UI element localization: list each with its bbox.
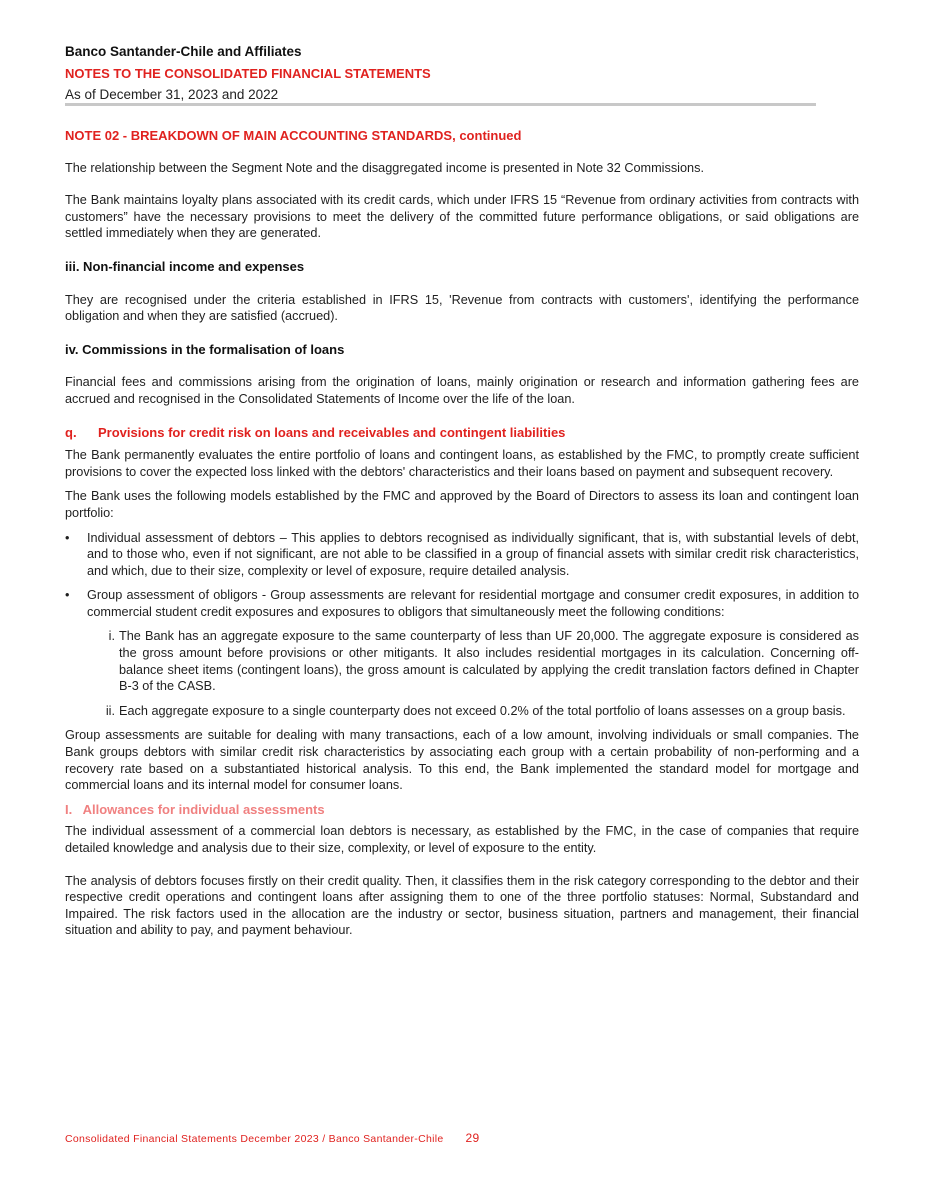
footer-text: Consolidated Financial Statements December 2023 / Banco Santander-Chile bbox=[65, 1133, 444, 1145]
paragraph-q-1: The Bank permanently evaluates the entire portfolio of loans and contingent loans, as established by the FMC, to promptly create sufficient provisions to cover the expected loss linked with the debtors' characteristics and their loans based on payment and subsequent recovery. bbox=[65, 448, 859, 479]
paragraph-iii: They are recognised under the criteria established in IFRS 15, 'Revenue from contracts with customers', identifying the performance obligation and when they are satisfied (accrued). bbox=[65, 292, 859, 324]
page-number: 29 bbox=[465, 1131, 480, 1145]
bullet-individual-assessment bbox=[65, 530, 859, 580]
bullet-icon: • bbox=[65, 530, 70, 545]
section-letter-q: q. bbox=[65, 424, 77, 440]
header-divider bbox=[65, 103, 816, 106]
section-heading-iv: iv. Commissions in the formalisation of loans bbox=[65, 341, 345, 357]
bullet-text: Individual assessment of debtors – This applies to debtors recognised as individually significant, that is, with substantial levels of debt, and to those who, even if not significant, are not able to be classified in a group of financial assets with similar credit risk characteristics, and which, due to their size, complexity or level of exposure, require detailed analysis. bbox=[87, 530, 859, 578]
paragraph-loyalty-plans: The Bank maintains loyalty plans associated with its credit cards, which under IFRS 15 “Revenue from ordinary activities from contracts with customers” have the necessary provisions to meet the delivery of the committed future performance obligations, or said obligations are settled immediately when they are generated. bbox=[65, 193, 859, 241]
note-title: NOTE 02 - BREAKDOWN OF MAIN ACCOUNTING STANDARDS, continued bbox=[65, 128, 522, 143]
paragraph-iv: Financial fees and commissions arising from the origination of loans, mainly origination or research and information gathering fees are accrued and recognised in the Consolidated Statements of Income over the life of the loan. bbox=[65, 375, 859, 406]
paragraph-q-2: The Bank uses the following models established by the FMC and approved by the Board of Directors to assess its loan and contingent loan portfolio: bbox=[65, 489, 859, 520]
condition-number: i. bbox=[108, 629, 115, 644]
condition-text: The Bank has an aggregate exposure to the same counterparty of less than UF 20,000. The aggregate exposure is considered as the gross amount before provisions or other mitigants. It also includes residential mortgages in its calculation. Concerning off-balance sheet items (contingent loans), the gross amount is calculated by applying the credit translation factors defined in Chapter B-3 of the CASB. bbox=[119, 629, 859, 694]
company-name: Banco Santander-Chile and Affiliates bbox=[65, 44, 302, 59]
section-title-q: Provisions for credit risk on loans and receivables and contingent liabilities bbox=[98, 424, 566, 440]
condition-text: Each aggregate exposure to a single counterparty does not exceed 0.2% of the total portfolio of loans assesses on a group basis. bbox=[119, 703, 846, 718]
page-footer bbox=[65, 1131, 479, 1145]
condition-item-i bbox=[65, 628, 859, 694]
paragraph-group-assessments: Group assessments are suitable for dealing with many transactions, each of a low amount, involving individuals or small companies. The Bank groups debtors with similar credit risk characteristics by associating each group with a certain probability of non-performing and a recovery rate based on a substantiated historical analysis. To this end, the Bank implemented the standard model for mortgage and commercial loans and its internal model for consumer loans. bbox=[65, 728, 859, 793]
bullet-group-assessment bbox=[65, 587, 859, 620]
section-heading-iii: iii. Non-financial income and expenses bbox=[65, 258, 305, 274]
bullet-icon: • bbox=[65, 588, 70, 603]
document-body bbox=[65, 128, 859, 939]
section-heading-l: I. Allowances for individual assessments bbox=[65, 801, 325, 817]
condition-number: ii. bbox=[105, 703, 115, 718]
paragraph-l-1: The individual assessment of a commercial loan debtors is necessary, as established by the FMC, in the case of companies that require detailed knowledge and analysis due to their size, complexity, or level of exposure to the entity. bbox=[65, 824, 859, 855]
condition-item-ii bbox=[65, 703, 859, 720]
section-heading-q bbox=[65, 425, 859, 442]
statement-date: As of December 31, 2023 and 2022 bbox=[65, 87, 279, 102]
bullet-text: Group assessment of obligors - Group assessments are relevant for residential mortgage and consumer credit exposures, in addition to commercial student credit exposures and exposures to obligors that simultaneously meet the following conditions: bbox=[87, 588, 859, 619]
paragraph-l-2: The analysis of debtors focuses firstly on their credit quality. Then, it classifies them in the risk category corresponding to the debtor and their respective credit operations and contingent loans after assigning them to one of the three portfolio statuses: Normal, Substandard and Impaired. The risk factors used in the allocation are the industry or sector, business situation, partners and management, their financial situation and ability to pay, and payment behaviour. bbox=[65, 873, 859, 938]
notes-title: NOTES TO THE CONSOLIDATED FINANCIAL STATEMENTS bbox=[65, 66, 431, 81]
paragraph-segment-note: The relationship between the Segment Note and the disaggregated income is presented in Note 32 Commissions. bbox=[65, 160, 704, 175]
